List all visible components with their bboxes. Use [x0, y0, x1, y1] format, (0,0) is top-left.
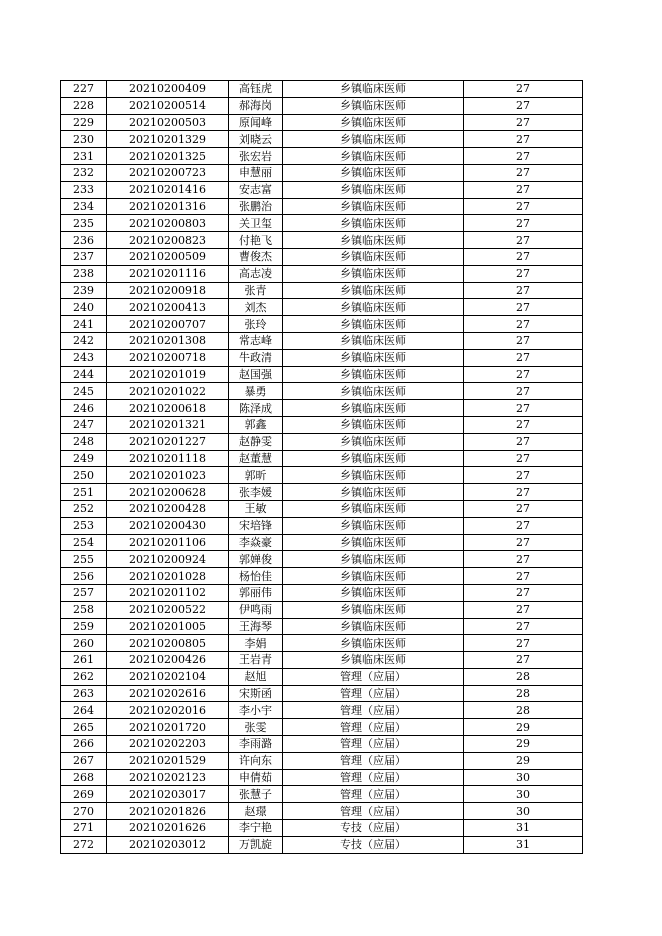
seq-cell: 231 — [61, 148, 107, 165]
room-cell: 27 — [464, 97, 583, 114]
room-cell: 31 — [464, 836, 583, 853]
table-row — [61, 803, 583, 820]
seq-cell: 241 — [61, 316, 107, 333]
room-cell: 29 — [464, 736, 583, 753]
position-cell: 乡镇临床医师 — [283, 618, 464, 635]
position-cell: 乡镇临床医师 — [283, 114, 464, 131]
name-cell: 刘杰 — [229, 299, 283, 316]
room-cell: 27 — [464, 316, 583, 333]
seq-cell: 254 — [61, 534, 107, 551]
exam-id-cell: 20210200718 — [107, 349, 229, 366]
position-cell: 乡镇临床医师 — [283, 450, 464, 467]
seq-cell: 238 — [61, 265, 107, 282]
room-cell: 27 — [464, 81, 583, 98]
name-cell: 郭丽伟 — [229, 584, 283, 601]
room-cell: 27 — [464, 232, 583, 249]
exam-id-cell: 20210200707 — [107, 316, 229, 333]
room-cell: 28 — [464, 702, 583, 719]
seq-cell: 239 — [61, 282, 107, 299]
position-cell: 乡镇临床医师 — [283, 97, 464, 114]
exam-id-cell: 20210200918 — [107, 282, 229, 299]
seq-cell: 261 — [61, 652, 107, 669]
name-cell: 张李媛 — [229, 484, 283, 501]
position-cell: 乡镇临床医师 — [283, 601, 464, 618]
seq-cell: 268 — [61, 769, 107, 786]
name-cell: 郝海岗 — [229, 97, 283, 114]
table-row — [61, 265, 583, 282]
name-cell: 原闻峰 — [229, 114, 283, 131]
seq-cell: 252 — [61, 500, 107, 517]
table-row — [61, 248, 583, 265]
table-row — [61, 215, 583, 232]
seq-cell: 269 — [61, 786, 107, 803]
position-cell: 管理（应届） — [283, 702, 464, 719]
exam-id-cell: 20210201325 — [107, 148, 229, 165]
seq-cell: 264 — [61, 702, 107, 719]
exam-id-cell: 20210200628 — [107, 484, 229, 501]
exam-id-cell: 20210200618 — [107, 400, 229, 417]
name-cell: 赵静雯 — [229, 433, 283, 450]
position-cell: 乡镇临床医师 — [283, 433, 464, 450]
table-row — [61, 769, 583, 786]
name-cell: 伊鸣雨 — [229, 601, 283, 618]
seq-cell: 240 — [61, 299, 107, 316]
name-cell: 牛政清 — [229, 349, 283, 366]
exam-id-cell: 20210201529 — [107, 752, 229, 769]
exam-id-cell: 20210200413 — [107, 299, 229, 316]
name-cell: 郭婵俊 — [229, 551, 283, 568]
position-cell: 专技（应届） — [283, 836, 464, 853]
seq-cell: 249 — [61, 450, 107, 467]
table-row — [61, 534, 583, 551]
table-body — [61, 81, 583, 854]
name-cell: 李娟 — [229, 635, 283, 652]
exam-id-cell: 20210200823 — [107, 232, 229, 249]
room-cell: 29 — [464, 719, 583, 736]
exam-id-cell: 20210201116 — [107, 265, 229, 282]
name-cell: 申倩茹 — [229, 769, 283, 786]
seq-cell: 250 — [61, 467, 107, 484]
seq-cell: 244 — [61, 366, 107, 383]
exam-id-cell: 20210200509 — [107, 248, 229, 265]
room-cell: 27 — [464, 618, 583, 635]
seq-cell: 253 — [61, 517, 107, 534]
seq-cell: 271 — [61, 820, 107, 837]
table-row — [61, 383, 583, 400]
table-row — [61, 148, 583, 165]
table-row — [61, 618, 583, 635]
name-cell: 许向东 — [229, 752, 283, 769]
name-cell: 常志峰 — [229, 332, 283, 349]
name-cell: 赵旭 — [229, 668, 283, 685]
position-cell: 乡镇临床医师 — [283, 198, 464, 215]
room-cell: 31 — [464, 820, 583, 837]
name-cell: 王岩青 — [229, 652, 283, 669]
exam-id-cell: 20210201023 — [107, 467, 229, 484]
table-row — [61, 467, 583, 484]
table-row — [61, 400, 583, 417]
seq-cell: 260 — [61, 635, 107, 652]
table-row — [61, 635, 583, 652]
seq-cell: 245 — [61, 383, 107, 400]
table-row — [61, 500, 583, 517]
exam-id-cell: 20210202203 — [107, 736, 229, 753]
table-row — [61, 484, 583, 501]
position-cell: 专技（应届） — [283, 820, 464, 837]
table-row — [61, 652, 583, 669]
position-cell: 乡镇临床医师 — [283, 164, 464, 181]
room-cell: 30 — [464, 769, 583, 786]
seq-cell: 259 — [61, 618, 107, 635]
name-cell: 张青 — [229, 282, 283, 299]
table-row — [61, 736, 583, 753]
name-cell: 暴勇 — [229, 383, 283, 400]
position-cell: 管理（应届） — [283, 719, 464, 736]
exam-id-cell: 20210201826 — [107, 803, 229, 820]
position-cell: 乡镇临床医师 — [283, 400, 464, 417]
table-row — [61, 366, 583, 383]
position-cell: 乡镇临床医师 — [283, 316, 464, 333]
position-cell: 乡镇临床医师 — [283, 81, 464, 98]
table-row — [61, 450, 583, 467]
table-row — [61, 685, 583, 702]
exam-id-cell: 20210202123 — [107, 769, 229, 786]
seq-cell: 265 — [61, 719, 107, 736]
room-cell: 27 — [464, 349, 583, 366]
room-cell: 27 — [464, 299, 583, 316]
room-cell: 27 — [464, 383, 583, 400]
exam-id-cell: 20210201005 — [107, 618, 229, 635]
name-cell: 付艳飞 — [229, 232, 283, 249]
exam-id-cell: 20210203012 — [107, 836, 229, 853]
seq-cell: 228 — [61, 97, 107, 114]
room-cell: 27 — [464, 551, 583, 568]
position-cell: 乡镇临床医师 — [283, 500, 464, 517]
room-cell: 27 — [464, 416, 583, 433]
position-cell: 管理（应届） — [283, 736, 464, 753]
table-row — [61, 282, 583, 299]
room-cell: 27 — [464, 181, 583, 198]
name-cell: 李焱豪 — [229, 534, 283, 551]
room-cell: 27 — [464, 500, 583, 517]
room-cell: 27 — [464, 517, 583, 534]
room-cell: 27 — [464, 467, 583, 484]
room-cell: 27 — [464, 652, 583, 669]
table-row — [61, 299, 583, 316]
name-cell: 刘晓云 — [229, 131, 283, 148]
name-cell: 赵董慧 — [229, 450, 283, 467]
room-cell: 27 — [464, 164, 583, 181]
position-cell: 乡镇临床医师 — [283, 332, 464, 349]
seq-cell: 232 — [61, 164, 107, 181]
position-cell: 管理（应届） — [283, 786, 464, 803]
seq-cell: 235 — [61, 215, 107, 232]
exam-id-cell: 20210203017 — [107, 786, 229, 803]
exam-id-cell: 20210201102 — [107, 584, 229, 601]
seq-cell: 234 — [61, 198, 107, 215]
table-row — [61, 131, 583, 148]
score-table — [60, 80, 583, 854]
seq-cell: 255 — [61, 551, 107, 568]
exam-id-cell: 20210201720 — [107, 719, 229, 736]
table-row — [61, 584, 583, 601]
position-cell: 管理（应届） — [283, 769, 464, 786]
name-cell: 张鹏治 — [229, 198, 283, 215]
seq-cell: 248 — [61, 433, 107, 450]
position-cell: 乡镇临床医师 — [283, 148, 464, 165]
room-cell: 29 — [464, 752, 583, 769]
seq-cell: 258 — [61, 601, 107, 618]
table-row — [61, 416, 583, 433]
name-cell: 王敏 — [229, 500, 283, 517]
room-cell: 27 — [464, 248, 583, 265]
exam-id-cell: 20210200924 — [107, 551, 229, 568]
table-row — [61, 702, 583, 719]
position-cell: 乡镇临床医师 — [283, 299, 464, 316]
name-cell: 高钰虎 — [229, 81, 283, 98]
seq-cell: 247 — [61, 416, 107, 433]
name-cell: 赵璟 — [229, 803, 283, 820]
exam-id-cell: 20210201022 — [107, 383, 229, 400]
room-cell: 27 — [464, 332, 583, 349]
exam-id-cell: 20210202104 — [107, 668, 229, 685]
seq-cell: 230 — [61, 131, 107, 148]
name-cell: 张慧子 — [229, 786, 283, 803]
position-cell: 乡镇临床医师 — [283, 517, 464, 534]
position-cell: 乡镇临床医师 — [283, 416, 464, 433]
seq-cell: 256 — [61, 568, 107, 585]
exam-id-cell: 20210200723 — [107, 164, 229, 181]
exam-id-cell: 20210200503 — [107, 114, 229, 131]
seq-cell: 233 — [61, 181, 107, 198]
position-cell: 乡镇临床医师 — [283, 467, 464, 484]
exam-id-cell: 20210200428 — [107, 500, 229, 517]
position-cell: 管理（应届） — [283, 752, 464, 769]
position-cell: 乡镇临床医师 — [283, 568, 464, 585]
table-row — [61, 668, 583, 685]
name-cell: 曹俊杰 — [229, 248, 283, 265]
table-row — [61, 752, 583, 769]
exam-id-cell: 20210200803 — [107, 215, 229, 232]
exam-id-cell: 20210200430 — [107, 517, 229, 534]
name-cell: 关卫玺 — [229, 215, 283, 232]
name-cell: 杨怡佳 — [229, 568, 283, 585]
room-cell: 27 — [464, 534, 583, 551]
exam-id-cell: 20210200409 — [107, 81, 229, 98]
seq-cell: 246 — [61, 400, 107, 417]
room-cell: 27 — [464, 366, 583, 383]
position-cell: 管理（应届） — [283, 803, 464, 820]
seq-cell: 263 — [61, 685, 107, 702]
room-cell: 27 — [464, 568, 583, 585]
room-cell: 27 — [464, 484, 583, 501]
exam-id-cell: 20210201106 — [107, 534, 229, 551]
seq-cell: 229 — [61, 114, 107, 131]
exam-id-cell: 20210201416 — [107, 181, 229, 198]
position-cell: 乡镇临床医师 — [283, 282, 464, 299]
seq-cell: 272 — [61, 836, 107, 853]
room-cell: 30 — [464, 786, 583, 803]
table-row — [61, 820, 583, 837]
seq-cell: 266 — [61, 736, 107, 753]
exam-id-cell: 20210200426 — [107, 652, 229, 669]
name-cell: 李雨潞 — [229, 736, 283, 753]
position-cell: 乡镇临床医师 — [283, 215, 464, 232]
name-cell: 安志富 — [229, 181, 283, 198]
position-cell: 乡镇临床医师 — [283, 635, 464, 652]
position-cell: 乡镇临床医师 — [283, 248, 464, 265]
room-cell: 27 — [464, 400, 583, 417]
exam-id-cell: 20210202616 — [107, 685, 229, 702]
table-row — [61, 164, 583, 181]
position-cell: 乡镇临床医师 — [283, 366, 464, 383]
position-cell: 乡镇临床医师 — [283, 652, 464, 669]
name-cell: 万凯旋 — [229, 836, 283, 853]
position-cell: 乡镇临床医师 — [283, 232, 464, 249]
seq-cell: 227 — [61, 81, 107, 98]
name-cell: 赵国强 — [229, 366, 283, 383]
exam-id-cell: 20210200805 — [107, 635, 229, 652]
seq-cell: 251 — [61, 484, 107, 501]
exam-id-cell: 20210202016 — [107, 702, 229, 719]
room-cell: 28 — [464, 685, 583, 702]
room-cell: 27 — [464, 601, 583, 618]
name-cell: 郭昕 — [229, 467, 283, 484]
seq-cell: 270 — [61, 803, 107, 820]
name-cell: 张宏岩 — [229, 148, 283, 165]
name-cell: 张雯 — [229, 719, 283, 736]
name-cell: 王海琴 — [229, 618, 283, 635]
room-cell: 27 — [464, 584, 583, 601]
room-cell: 27 — [464, 635, 583, 652]
position-cell: 乡镇临床医师 — [283, 534, 464, 551]
table-row — [61, 601, 583, 618]
table-row — [61, 568, 583, 585]
seq-cell: 257 — [61, 584, 107, 601]
room-cell: 27 — [464, 215, 583, 232]
room-cell: 27 — [464, 282, 583, 299]
room-cell: 28 — [464, 668, 583, 685]
table-row — [61, 551, 583, 568]
table-row — [61, 836, 583, 853]
name-cell: 李小宇 — [229, 702, 283, 719]
position-cell: 乡镇临床医师 — [283, 551, 464, 568]
table-row — [61, 81, 583, 98]
room-cell: 30 — [464, 803, 583, 820]
table-row — [61, 719, 583, 736]
room-cell: 27 — [464, 265, 583, 282]
table-row — [61, 433, 583, 450]
table-row — [61, 786, 583, 803]
exam-id-cell: 20210201329 — [107, 131, 229, 148]
position-cell: 乡镇临床医师 — [283, 131, 464, 148]
name-cell: 郭鑫 — [229, 416, 283, 433]
room-cell: 27 — [464, 450, 583, 467]
room-cell: 27 — [464, 114, 583, 131]
seq-cell: 243 — [61, 349, 107, 366]
table-row — [61, 97, 583, 114]
seq-cell: 262 — [61, 668, 107, 685]
name-cell: 李宁艳 — [229, 820, 283, 837]
table-row — [61, 181, 583, 198]
exam-id-cell: 20210201626 — [107, 820, 229, 837]
name-cell: 张玲 — [229, 316, 283, 333]
seq-cell: 237 — [61, 248, 107, 265]
position-cell: 乡镇临床医师 — [283, 349, 464, 366]
table-row — [61, 349, 583, 366]
position-cell: 管理（应届） — [283, 668, 464, 685]
table-row — [61, 316, 583, 333]
exam-id-cell: 20210201019 — [107, 366, 229, 383]
name-cell: 宋斯函 — [229, 685, 283, 702]
table-row — [61, 114, 583, 131]
room-cell: 27 — [464, 198, 583, 215]
room-cell: 27 — [464, 433, 583, 450]
room-cell: 27 — [464, 131, 583, 148]
exam-id-cell: 20210201028 — [107, 568, 229, 585]
name-cell: 高志凌 — [229, 265, 283, 282]
exam-id-cell: 20210201227 — [107, 433, 229, 450]
seq-cell: 236 — [61, 232, 107, 249]
exam-id-cell: 20210201316 — [107, 198, 229, 215]
position-cell: 乡镇临床医师 — [283, 383, 464, 400]
table-row — [61, 332, 583, 349]
table-row — [61, 517, 583, 534]
position-cell: 管理（应届） — [283, 685, 464, 702]
exam-id-cell: 20210200514 — [107, 97, 229, 114]
room-cell: 27 — [464, 148, 583, 165]
table-row — [61, 232, 583, 249]
table-row — [61, 198, 583, 215]
position-cell: 乡镇临床医师 — [283, 584, 464, 601]
name-cell: 宋培锋 — [229, 517, 283, 534]
position-cell: 乡镇临床医师 — [283, 181, 464, 198]
exam-id-cell: 20210200522 — [107, 601, 229, 618]
exam-id-cell: 20210201321 — [107, 416, 229, 433]
seq-cell: 267 — [61, 752, 107, 769]
seq-cell: 242 — [61, 332, 107, 349]
exam-id-cell: 20210201308 — [107, 332, 229, 349]
name-cell: 申慧丽 — [229, 164, 283, 181]
position-cell: 乡镇临床医师 — [283, 265, 464, 282]
position-cell: 乡镇临床医师 — [283, 484, 464, 501]
name-cell: 陈泽成 — [229, 400, 283, 417]
exam-id-cell: 20210201118 — [107, 450, 229, 467]
